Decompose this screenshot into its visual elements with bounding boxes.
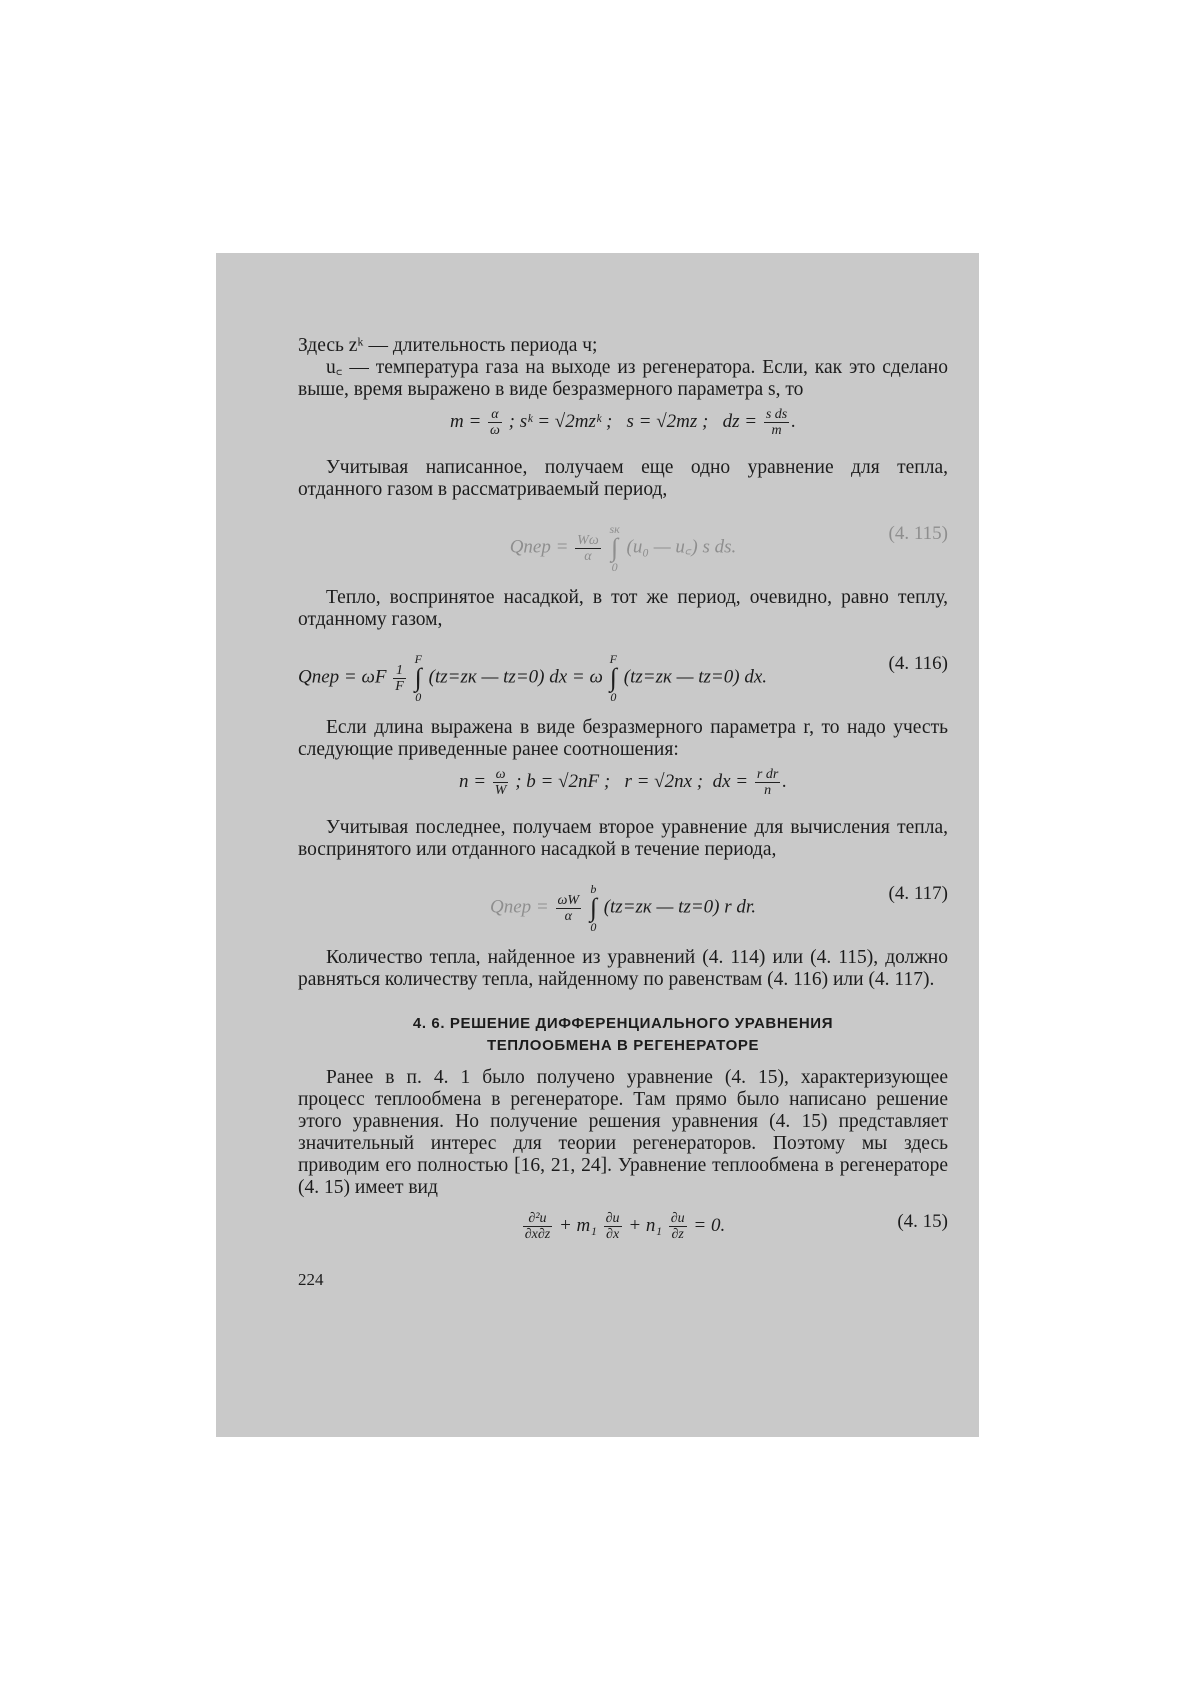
eq-dz-fraction: $\frac{\text{s ds}}{m}$ bbox=[765, 407, 788, 438]
paragraph-1-line-2: u꜀ — температура газа на выходе из регенератора. Если, как это сделано выше, время выражено в виде безразмерного параметра s, то bbox=[298, 357, 948, 400]
integral-sign: F ∫ 0 bbox=[609, 652, 617, 704]
equation-4-15: $\frac{\text{∂²u}}{\partial x\partial z}$ + m₁ $\frac{\partial u}{\partial x}$ + n₁ $\frac{\partial u}{\partial z}$ = 0. (4. 15) bbox=[524, 1211, 948, 1242]
integral-sign: b ∫ 0 bbox=[589, 882, 597, 934]
paragraph-5: Учитывая последнее, получаем второе уравнение для вычисления тепла, воспринятого или отданного насадкой в течение периода, bbox=[298, 817, 948, 860]
equation-4-115: Qпер = $\frac{W\omega}{\alpha}$ sк ∫ 0 (u₀ — u꜀) s ds. (4. 115) bbox=[509, 522, 948, 574]
integral-sign: F ∫ 0 bbox=[414, 652, 422, 704]
page-content bbox=[298, 335, 948, 1291]
paragraph-4: Если длина выражена в виде безразмерного параметра r, то надо учесть следующие приведенные ранее соотношения: bbox=[298, 717, 948, 760]
equation-number: (4. 117) bbox=[888, 883, 948, 904]
equation-number: (4. 15) bbox=[897, 1211, 948, 1232]
equation-number: (4. 116) bbox=[888, 653, 948, 674]
paragraph-7: Ранее в п. 4. 1 было получено уравнение (4. 15), характеризующее процесс теплообмена в регенераторе. Там прямо было написано решение этого уравнения. Но получение решения уравнения (4. 15) представляет значительный интерес для теории регенераторов. Поэтому мы здесь приводим его полностью [16, 21, 24]. Уравнение теплообмена в регенераторе (4. 15) имеет вид bbox=[298, 1067, 948, 1198]
equation-number: (4. 115) bbox=[888, 523, 948, 544]
section-heading: 4. 6. РЕШЕНИЕ ДИФФЕРЕНЦИАЛЬНОГО УРАВНЕНИЯ ТЕПЛООБМЕНА В РЕГЕНЕРАТОРЕ bbox=[412, 1015, 834, 1054]
eq-dz-lhs: dz = bbox=[722, 410, 758, 432]
equation-parameters-s: m = $\frac{\alpha}{\omega}$ ; sᵏ = √2mzᵏ ; s = √2mz ; dz = $\frac{\text{s ds}}{m}$ . bbox=[449, 407, 796, 438]
paragraph-1-line-1: Здесь zᵏ — длительность периода ч; bbox=[298, 335, 598, 356]
equation-4-116: Qпер = ωF $\frac{1}{F}$ F ∫ 0 (tz=zк — tz=0) dx = ω F ∫ 0 (tz=zк — tz=0) dx. (4. 116) bbox=[298, 652, 948, 704]
scanned-page bbox=[216, 253, 979, 1437]
eq-m-fraction: $\frac{\alpha}{\omega}$ bbox=[490, 407, 500, 438]
equation-4-117: Qпер = $\frac{\omega W}{\alpha}$ b ∫ 0 (tz=zк — tz=0) r dr. (4. 117) bbox=[490, 882, 948, 934]
paragraph-6: Количество тепла, найденное из уравнений (4. 114) или (4. 115), должно равняться количеству тепла, найденному по равенствам (4. 116) или (4. 117). bbox=[298, 947, 948, 990]
equation-parameters-r: n = $\frac{\omega}{W}$ ; b = √2nF ; r = √2nx ; dx = $\frac{\text{r dr}}{n}$ . bbox=[458, 767, 788, 798]
eq-m-lhs: m = bbox=[449, 410, 482, 432]
paragraph-3: Тепло, воспринятое насадкой, в тот же период, очевидно, равно теплу, отданному газом, bbox=[298, 587, 948, 630]
integral-sign: sк ∫ 0 bbox=[609, 522, 620, 574]
eq-sk: ; sᵏ = √2mzᵏ ; bbox=[508, 410, 613, 432]
page-number: 224 bbox=[298, 1270, 324, 1289]
eq-s: s = √2mz ; bbox=[626, 410, 709, 432]
paragraph-2: Учитывая написанное, получаем еще одно уравнение для тепла, отданного газом в рассматриваемый период, bbox=[298, 457, 948, 500]
